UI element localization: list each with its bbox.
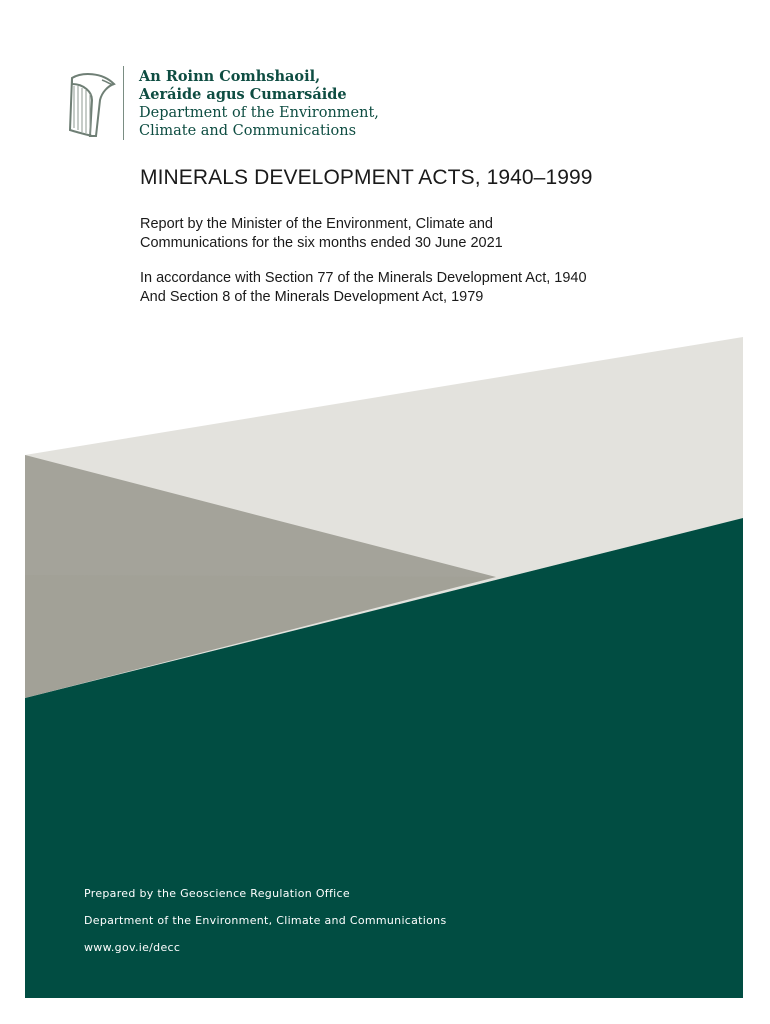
report-statement — [140, 215, 503, 253]
department-irish-line1: An Roinn Comhshaoil, — [139, 68, 321, 85]
accordance-statement — [140, 269, 587, 307]
logo-divider — [123, 66, 124, 140]
accordance-statement-line2: And Section 8 of the Minerals Development Act, 1979 — [140, 289, 484, 305]
document-title: MINERALS DEVELOPMENT ACTS, 1940–1999 — [140, 166, 593, 189]
footer-department: Department of the Environment, Climate and Communications — [84, 914, 447, 927]
department-english-line1: Department of the Environment, — [139, 105, 379, 121]
footer-prepared-by: Prepared by the Geoscience Regulation Office — [84, 887, 350, 900]
harp-icon — [62, 70, 122, 142]
accordance-statement-line1: In accordance with Section 77 of the Minerals Development Act, 1940 — [140, 270, 587, 286]
report-statement-line1: Report by the Minister of the Environment, Climate and — [140, 216, 493, 232]
department-english-line2: Climate and Communications — [139, 123, 357, 139]
department-name — [139, 68, 379, 140]
department-irish-line2: Aeráide agus Cumarsáide — [139, 86, 347, 103]
report-statement-line2: Communications for the six months ended 30 June 2021 — [140, 235, 503, 251]
footer-website-link[interactable]: www.gov.ie/decc — [84, 941, 181, 954]
